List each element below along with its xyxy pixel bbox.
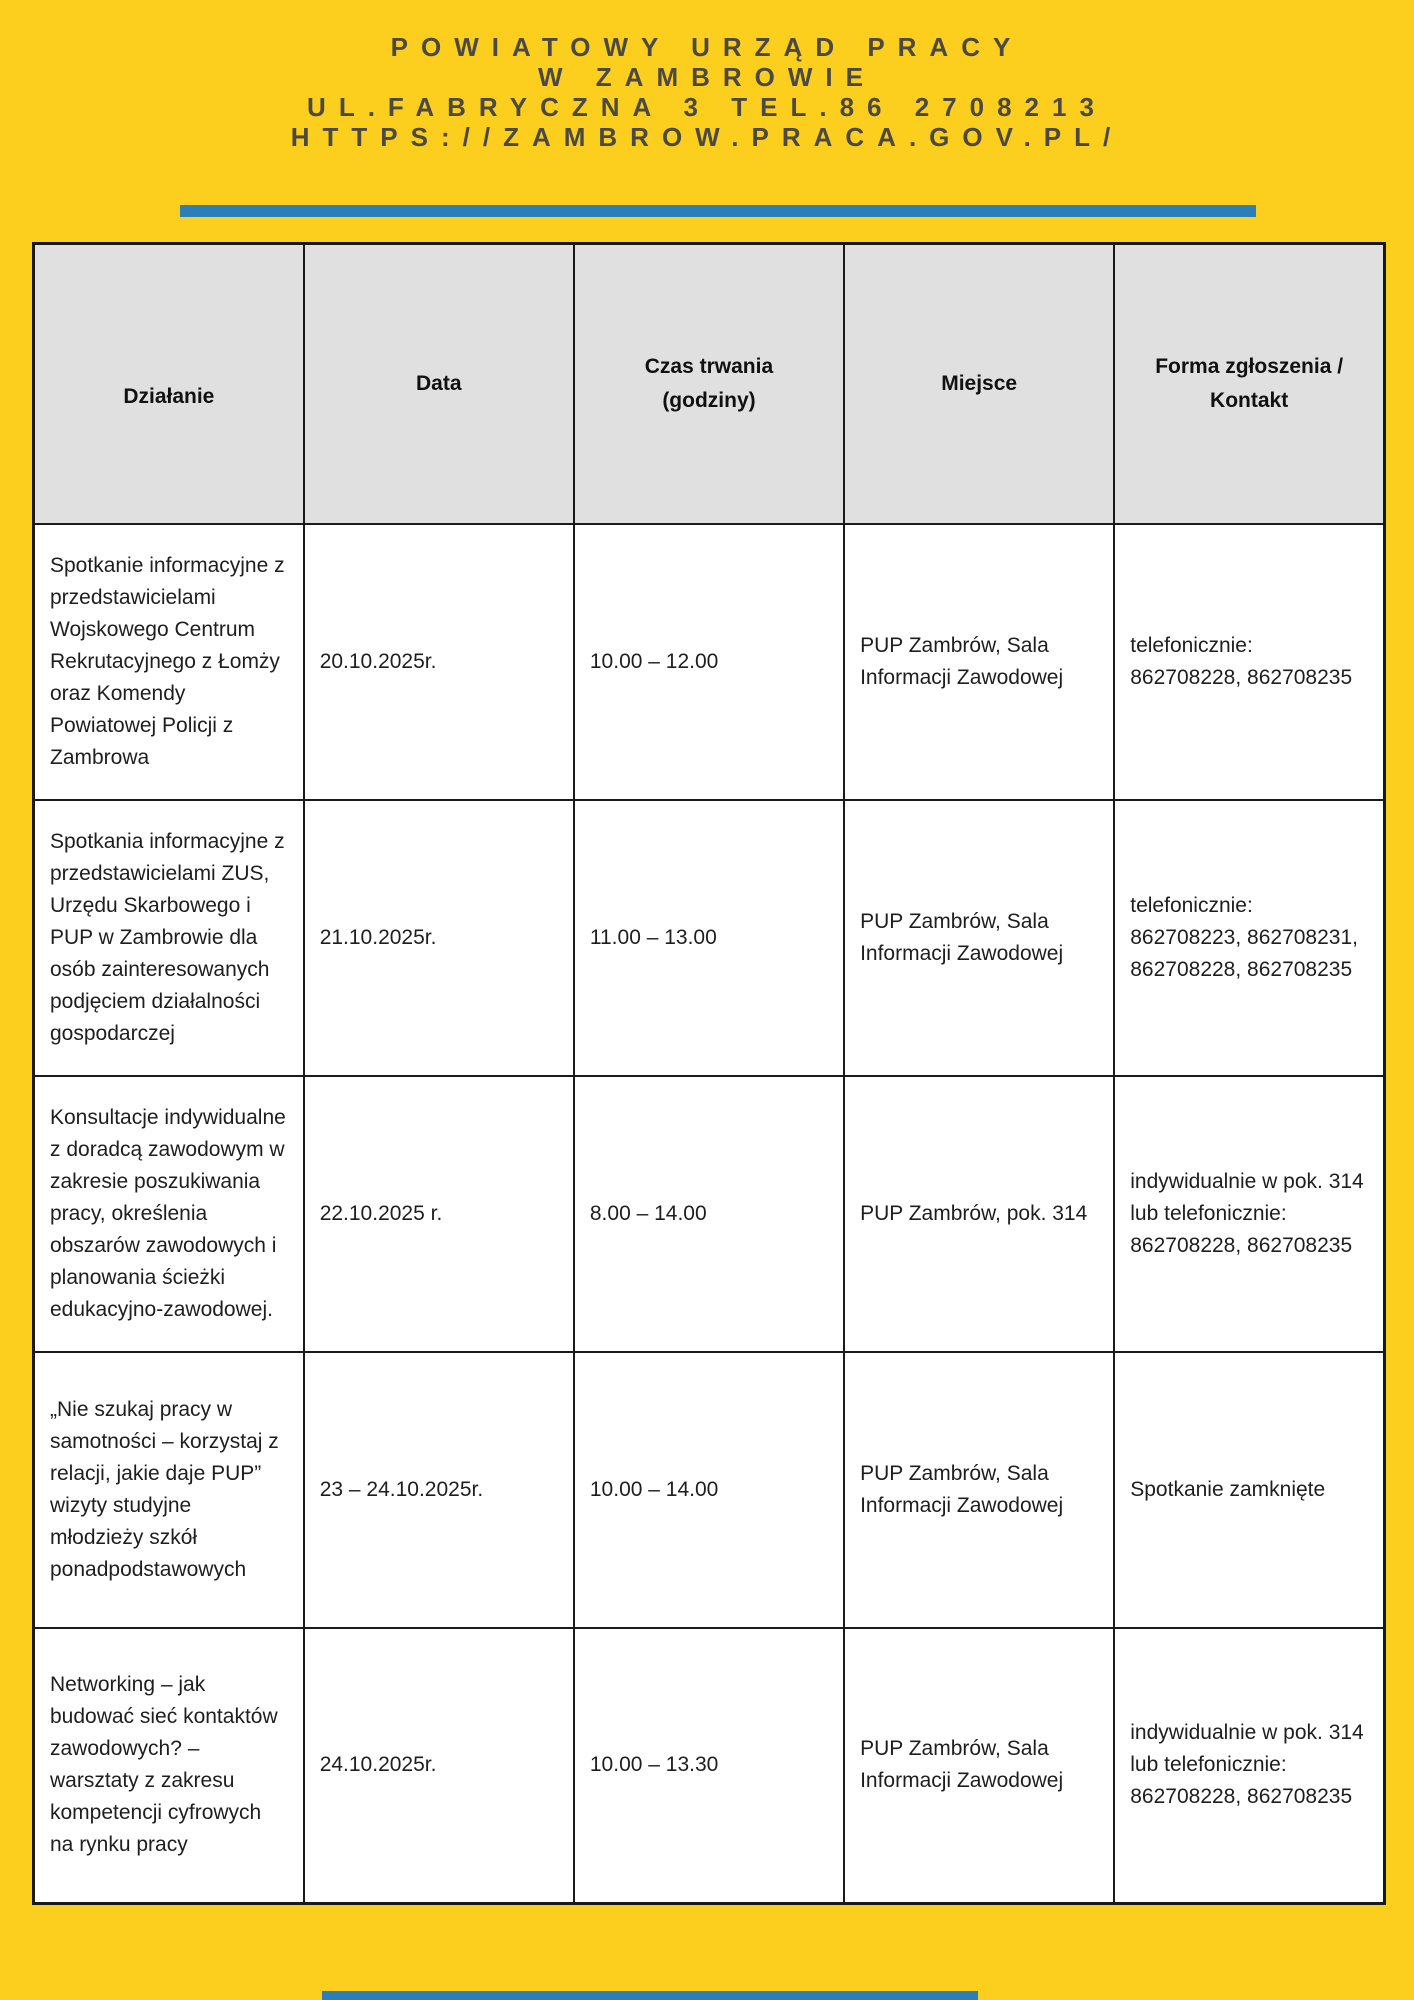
cell-czas-trwania: 10.00 – 14.00 (574, 1352, 844, 1628)
cell-dzialanie: Networking – jak budować sieć kontaktów zawodowych? – warsztaty z zakresu kompetencji cyfrowych na rynku pracy (34, 1628, 304, 1904)
cell-data: 24.10.2025r. (304, 1628, 574, 1904)
column-header-forma-zgloszenia: Forma zgłoszenia / Kontakt (1114, 244, 1384, 524)
events-table (32, 242, 1386, 1905)
cell-dzialanie: Konsultacje indywidualne z doradcą zawodowym w zakresie poszukiwania pracy, określenia obszarów zawodowych i planowania ścieżki edukacyjno-zawodowej. (34, 1076, 304, 1352)
events-table-body (34, 524, 1385, 1904)
events-table-header (34, 244, 1385, 524)
cell-kontakt: Spotkanie zamknięte (1114, 1352, 1384, 1628)
cell-kontakt: indywidualnie w pok. 314 lub telefonicznie: 862708228, 862708235 (1114, 1076, 1384, 1352)
header-divider-bar (180, 205, 1256, 217)
cell-kontakt: telefonicznie: 862708228, 862708235 (1114, 524, 1384, 800)
table-row (34, 1352, 1385, 1628)
column-header-miejsce: Miejsce (844, 244, 1114, 524)
column-header-dzialanie: Działanie (34, 244, 304, 524)
flyer-header (0, 0, 1414, 152)
cell-dzialanie: Spotkania informacyjne z przedstawicielami ZUS, Urzędu Skarbowego i PUP w Zambrowie dla osób zainteresowanych podjęciem działalności gospodarczej (34, 800, 304, 1076)
cell-data: 21.10.2025r. (304, 800, 574, 1076)
cell-kontakt: telefonicznie: 862708223, 862708231, 862708228, 862708235 (1114, 800, 1384, 1076)
org-website: HTTPS://ZAMBROW.PRACA.GOV.PL/ (290, 122, 1124, 152)
table-row (34, 524, 1385, 800)
cell-miejsce: PUP Zambrów, Sala Informacji Zawodowej (844, 1352, 1114, 1628)
cell-kontakt: indywidualnie w pok. 314 lub telefonicznie: 862708228, 862708235 (1114, 1628, 1384, 1904)
cell-miejsce: PUP Zambrów, Sala Informacji Zawodowej (844, 1628, 1114, 1904)
org-address-phone: UL.FABRYCZNA 3 TEL.86 2708213 (307, 92, 1107, 122)
column-header-czas-trwania: Czas trwania (godziny) (574, 244, 844, 524)
cell-data: 22.10.2025 r. (304, 1076, 574, 1352)
cell-miejsce: PUP Zambrów, Sala Informacji Zawodowej (844, 524, 1114, 800)
cell-data: 23 – 24.10.2025r. (304, 1352, 574, 1628)
org-name-line-1: POWIATOWY URZĄD PRACY (390, 32, 1024, 62)
cell-czas-trwania: 10.00 – 13.30 (574, 1628, 844, 1904)
cell-czas-trwania: 10.00 – 12.00 (574, 524, 844, 800)
cell-data: 20.10.2025r. (304, 524, 574, 800)
table-row (34, 1628, 1385, 1904)
org-name-line-2: W ZAMBROWIE (538, 62, 876, 92)
header-row (34, 244, 1385, 524)
cell-miejsce: PUP Zambrów, pok. 314 (844, 1076, 1114, 1352)
column-header-data: Data (304, 244, 574, 524)
cell-czas-trwania: 11.00 – 13.00 (574, 800, 844, 1076)
cell-miejsce: PUP Zambrów, Sala Informacji Zawodowej (844, 800, 1114, 1076)
table-row (34, 1076, 1385, 1352)
footer-divider-bar (322, 1991, 978, 2000)
table-row (34, 800, 1385, 1076)
cell-dzialanie: „Nie szukaj pracy w samotności – korzystaj z relacji, jakie daje PUP” wizyty studyjne młodzieży szkół ponadpodstawowych (34, 1352, 304, 1628)
cell-czas-trwania: 8.00 – 14.00 (574, 1076, 844, 1352)
cell-dzialanie: Spotkanie informacyjne z przedstawicielami Wojskowego Centrum Rekrutacyjnego z Łomży oraz Komendy Powiatowej Policji z Zambrowa (34, 524, 304, 800)
